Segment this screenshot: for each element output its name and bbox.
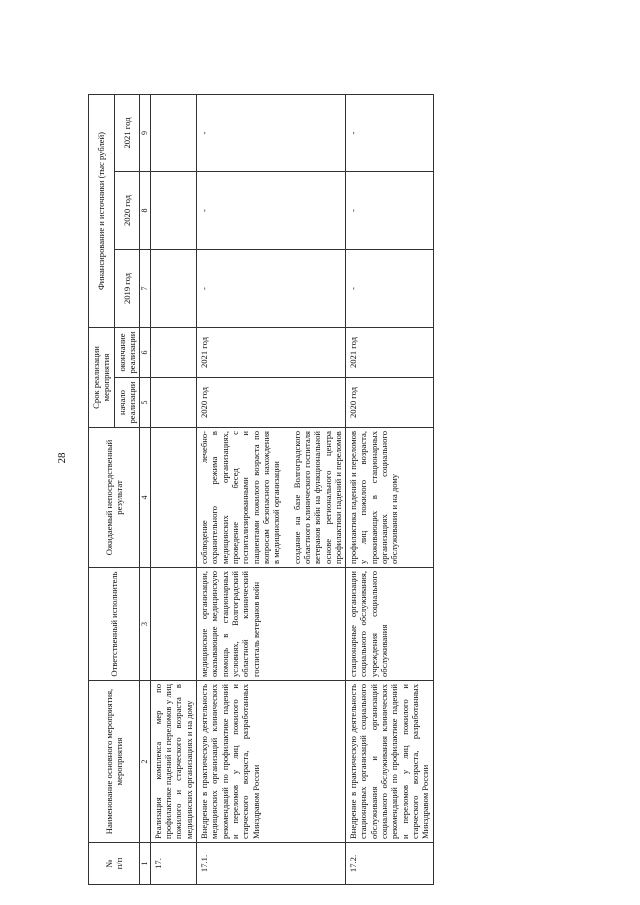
row-result-text-2: создание на базе Волгоградского областного клинического госпиталя ветеранов войн на функциональной основе регионального центра профилактики падений и переломов (291, 431, 343, 564)
row-f2019: - (197, 250, 346, 328)
row-f2020: - (346, 172, 434, 250)
row-executor (150, 568, 196, 681)
row-result (197, 428, 346, 568)
row-start (150, 378, 196, 428)
row-executor: медицинские организации, оказывающие медицинскую помощь в стационарных условиях, Волгоградский областной клинический госпиталь ветеранов войн (197, 568, 346, 681)
header-2019: 2019 год (114, 250, 140, 328)
index-cell: 3 (140, 568, 151, 681)
row-start: 2020 год (346, 378, 434, 428)
header-period: Срок реализации мероприятия (89, 328, 115, 428)
index-cell: 6 (140, 328, 151, 378)
row-result (150, 428, 196, 568)
row-number: 17.2. (346, 843, 434, 885)
index-cell: 1 (140, 843, 151, 885)
row-end: 2021 год (197, 328, 346, 378)
index-cell: 8 (140, 172, 151, 250)
header-financing: Финансирование и источники (тыс рублей) (89, 95, 115, 328)
header-num: № п/п (89, 843, 140, 885)
header-name: Наименование основного мероприятия, мероприятия (89, 681, 140, 843)
index-cell: 4 (140, 428, 151, 568)
index-cell: 9 (140, 95, 151, 172)
row-number: 17. (150, 843, 196, 885)
activities-table (88, 94, 434, 885)
row-name: Внедрение в практическую деятельность медицинских организаций клинических рекомендаций по профилактике падений и переломов у лиц пожилого и старческого возраста, разработанных Минздравом России (197, 681, 346, 843)
row-f2019 (150, 250, 196, 328)
row-end (150, 328, 196, 378)
index-cell: 2 (140, 681, 151, 843)
row-result: профилактика падений и переломов у лиц пожилого возраста, проживающих в стационарных организациях социального обслуживания и на дому (346, 428, 434, 568)
header-executor: Ответственный исполнитель (89, 568, 140, 681)
row-name: Внедрение в практическую деятельность стационарных организаций социального обслуживания и организаций социального обслуживания клинических рекомендаций по профилактике падений и переломов у лиц пожилого и старческого возраста, разработанных Минздравом России (346, 681, 434, 843)
row-f2021: - (197, 95, 346, 172)
table-row (150, 95, 196, 885)
header-end: окончание реализации (114, 328, 140, 378)
table-row (197, 95, 346, 885)
page-number: 28 (56, 452, 68, 464)
row-f2021 (150, 95, 196, 172)
row-number: 17.1. (197, 843, 346, 885)
row-f2020 (150, 172, 196, 250)
row-f2021: - (346, 95, 434, 172)
table-row (346, 95, 434, 885)
row-executor: стационарные организации социального обслуживания, учреждения социального обслуживания (346, 568, 434, 681)
row-start: 2020 год (197, 378, 346, 428)
header-result: Ожидаемый непосредственный результат (89, 428, 140, 568)
rotated-table-page (88, 95, 618, 885)
row-f2019: - (346, 250, 434, 328)
index-cell: 5 (140, 378, 151, 428)
header-2020: 2020 год (114, 172, 140, 250)
row-f2020: - (197, 172, 346, 250)
header-2021: 2021 год (114, 95, 140, 172)
row-end: 2021 год (346, 328, 434, 378)
header-start: начало реализации (114, 378, 140, 428)
row-name: Реализация комплекса мер по профилактике падений и переломов у лиц пожилого и старческого возраста в медицинских организациях и на дому (150, 681, 196, 843)
row-result-text: соблюдение лечебно-охранительного режима в медицинских организациях, проведение бесед с госпитализированными и пациентами пожилого возраста по вопросам безопасного нахождения в медицинской организации (199, 431, 282, 564)
index-cell: 7 (140, 250, 151, 328)
column-index-row (140, 95, 151, 885)
